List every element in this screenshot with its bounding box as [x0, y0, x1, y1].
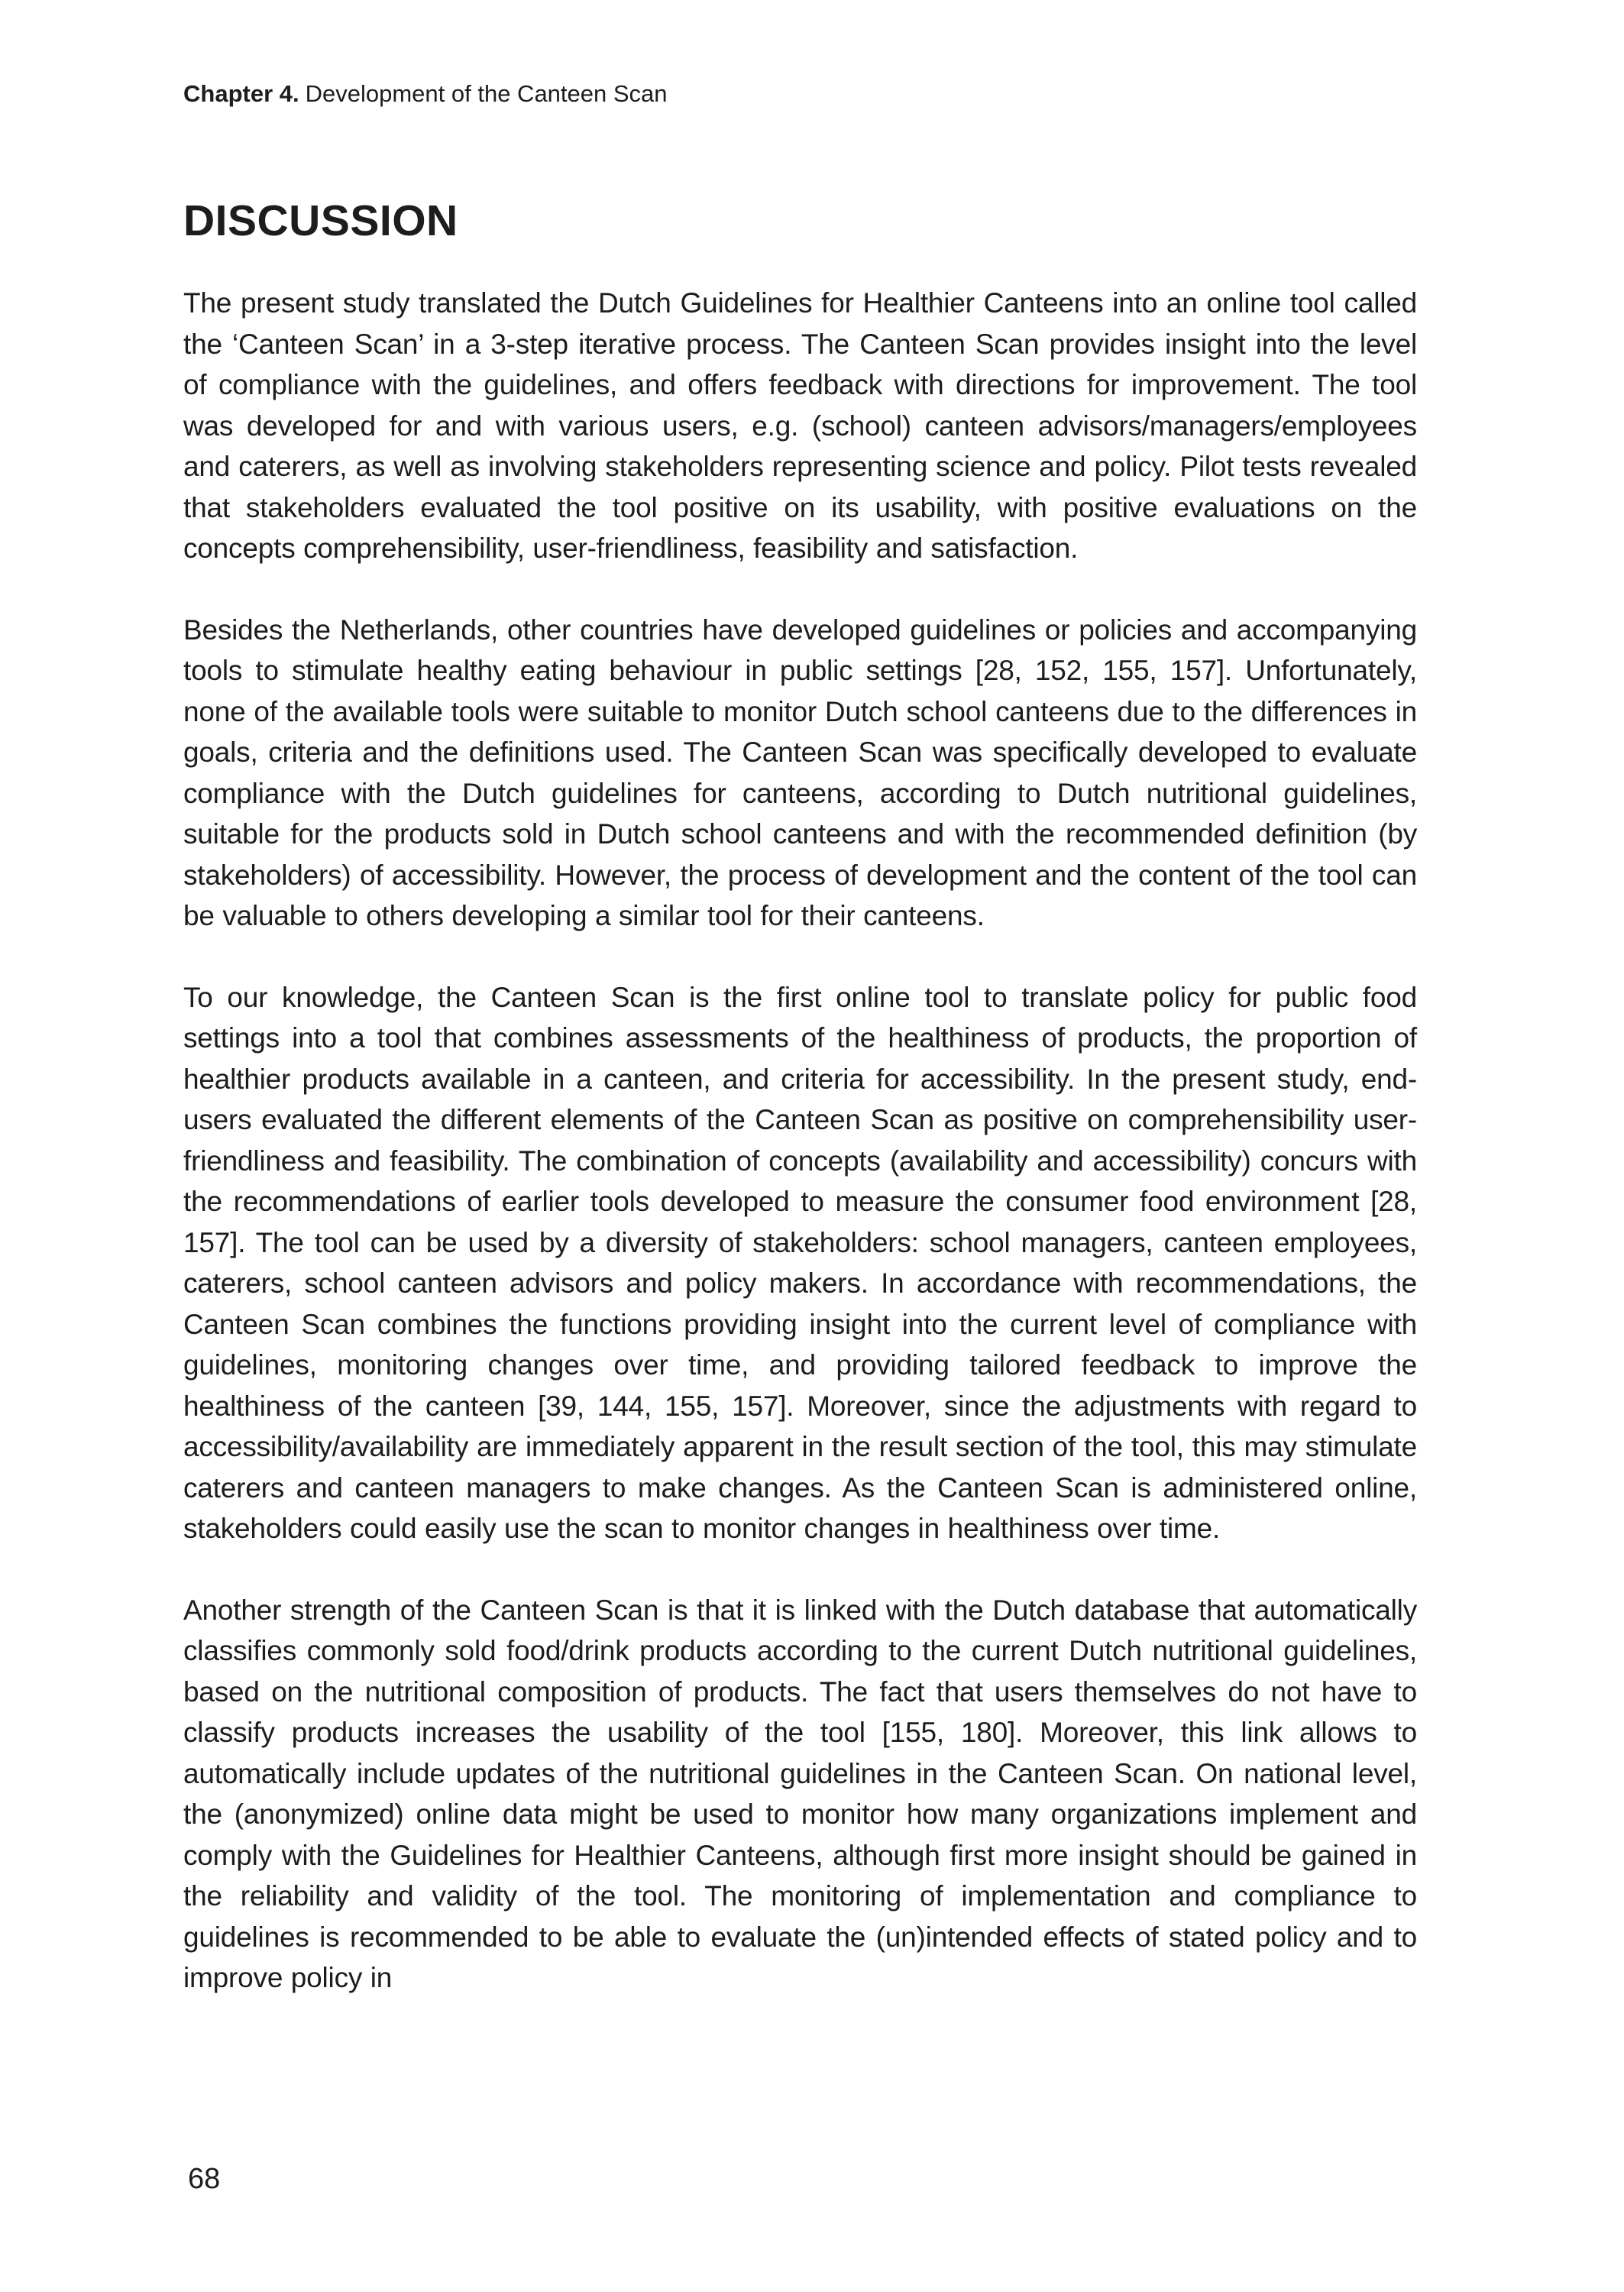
- running-header: [183, 79, 668, 108]
- body-text: [183, 283, 1417, 2039]
- page-number: 68: [188, 2163, 221, 2195]
- section-title: DISCUSSION: [183, 196, 458, 245]
- paragraph-3: To our knowledge, the Canteen Scan is the first online tool to translate policy for public food settings into a tool that combines assessments of the healthiness of products, the proportion of healthier products available in a canteen, and criteria for accessibility. In the present study, end-users evaluated the different elements of the Canteen Scan as positive on comprehensibility user-friendliness and feasibility. The combination of concepts (availability and accessibility) concurs with the recommendations of earlier tools developed to measure the consumer food environment [28, 157]. The tool can be used by a diversity of stakeholders: school managers, canteen employees, caterers, school canteen advisors and policy makers. In accordance with recommendations, the Canteen Scan combines the functions providing insight into the current level of compliance with guidelines, monitoring changes over time, and providing tailored feedback to improve the healthiness of the canteen [39, 144, 155, 157]. Moreover, since the adjustments with regard to accessibility/availability are immediately apparent in the result section of the tool, this may stimulate caterers and canteen managers to make changes. As the Canteen Scan is administered online, stakeholders could easily use the scan to monitor changes in healthiness over time.: [183, 981, 1417, 1544]
- paragraph-1: The present study translated the Dutch Guidelines for Healthier Canteens into an online tool called the ‘Canteen Scan’ in a 3-step iterative process. The Canteen Scan provides insight into the level of compliance with the guidelines, and offers feedback with directions for improvement. The tool was developed for and with various users, e.g. (school) canteen advisors/managers/employees and caterers, as well as involving stakeholders representing science and policy. Pilot tests revealed that stakeholders evaluated the tool positive on its usability, with positive evaluations on the concepts comprehensibility, user-friendliness, feasibility and satisfaction.: [183, 287, 1417, 564]
- paragraph-4: Another strength of the Canteen Scan is that it is linked with the Dutch database that automatically classifies commonly sold food/drink products according to the current Dutch nutritional guidelines, based on the nutritional composition of products. The fact that users themselves do not have to classify products increases the usability of the tool [155, 180]. Moreover, this link allows to automatically include updates of the nutritional guidelines in the Canteen Scan. On national level, the (anonymized) online data might be used to monitor how many organizations implement and comply with the Guidelines for Healthier Canteens, although first more insight should be gained in the reliability and validity of the tool. The monitoring of implementation and compliance to guidelines is recommended to be able to evaluate the (un)intended effects of stated policy and to improve policy in: [183, 1594, 1417, 1993]
- paragraph-2: Besides the Netherlands, other countries have developed guidelines or policies and accompanying tools to stimulate healthy eating behaviour in public settings [28, 152, 155, 157]. Unfortunately, none of the available tools were suitable to monitor Dutch school canteens due to the differences in goals, criteria and the definitions used. The Canteen Scan was specifically developed to evaluate compliance with the Dutch guidelines for canteens, according to Dutch nutritional guidelines, suitable for the products sold in Dutch school canteens and with the recommended definition (by stakeholders) of accessibility. However, the process of development and the content of the tool can be valuable to others developing a similar tool for their canteens.: [183, 613, 1417, 931]
- chapter-title: Development of the Canteen Scan: [305, 80, 668, 107]
- chapter-label: Chapter 4.: [183, 80, 299, 107]
